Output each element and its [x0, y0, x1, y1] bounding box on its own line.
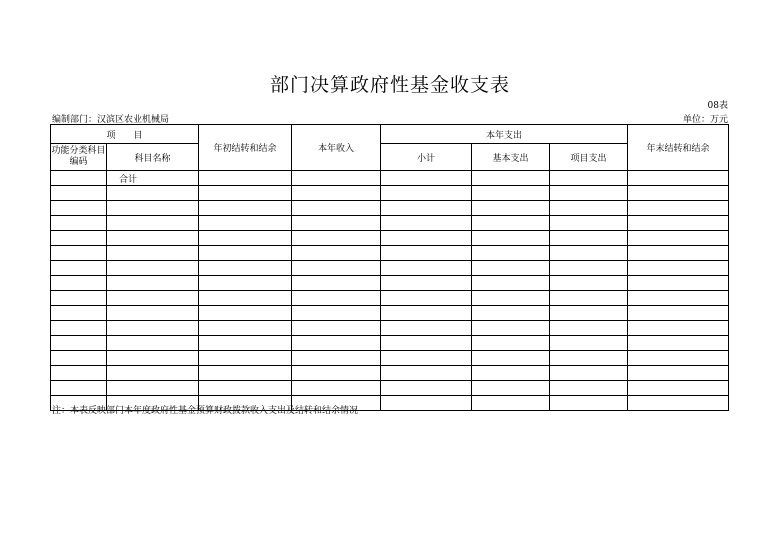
header-basic-expense: 基本支出	[472, 144, 550, 171]
table-cell	[381, 321, 472, 336]
table-cell	[472, 336, 550, 351]
table-cell	[51, 351, 107, 366]
table-cell	[199, 261, 292, 276]
fund-table	[50, 124, 729, 411]
table-cell	[292, 381, 381, 396]
table-cell	[51, 216, 107, 231]
table-cell	[381, 171, 472, 186]
table-cell	[292, 216, 381, 231]
table-cell	[628, 201, 729, 216]
table-cell	[381, 216, 472, 231]
table-cell	[199, 231, 292, 246]
header-opening-balance: 年初结转和结余	[199, 125, 292, 171]
table-cell	[51, 336, 107, 351]
table-cell	[199, 276, 292, 291]
form-number: 08表	[707, 101, 728, 111]
table-cell	[292, 231, 381, 246]
header-func-code: 功能分类科目编码	[51, 144, 107, 171]
table-cell	[472, 231, 550, 246]
table-cell	[292, 306, 381, 321]
table-cell	[199, 246, 292, 261]
table-row	[51, 276, 729, 291]
table-cell	[550, 171, 628, 186]
table-cell	[628, 321, 729, 336]
table-cell	[628, 336, 729, 351]
table-cell	[550, 246, 628, 261]
table-cell	[381, 381, 472, 396]
table-cell	[550, 321, 628, 336]
table-row	[51, 306, 729, 321]
table-cell	[381, 366, 472, 381]
table-cell	[381, 261, 472, 276]
table-cell	[51, 246, 107, 261]
table-cell	[107, 306, 199, 321]
table-cell	[51, 261, 107, 276]
table-cell	[51, 201, 107, 216]
table-cell	[199, 201, 292, 216]
table-cell	[51, 321, 107, 336]
table-cell	[628, 246, 729, 261]
table-cell	[381, 351, 472, 366]
table-cell	[107, 246, 199, 261]
table-cell	[199, 291, 292, 306]
table-cell	[628, 261, 729, 276]
table-row	[51, 336, 729, 351]
table-cell	[472, 381, 550, 396]
table-cell	[550, 201, 628, 216]
table-cell	[292, 246, 381, 261]
table-cell	[381, 231, 472, 246]
table-row	[51, 366, 729, 381]
table-row	[51, 246, 729, 261]
table-cell	[628, 306, 729, 321]
table-cell	[381, 246, 472, 261]
table-cell	[472, 186, 550, 201]
table-cell	[107, 366, 199, 381]
table-row	[51, 351, 729, 366]
table-cell	[472, 276, 550, 291]
header-subtotal: 小计	[381, 144, 472, 171]
table-cell	[381, 276, 472, 291]
table-row	[51, 201, 729, 216]
table-cell	[550, 276, 628, 291]
header-annual-income: 本年收入	[292, 125, 381, 171]
table-cell	[472, 351, 550, 366]
table-cell	[472, 306, 550, 321]
table-cell	[472, 201, 550, 216]
table-cell	[381, 291, 472, 306]
table-cell	[199, 216, 292, 231]
table-cell	[51, 171, 107, 186]
unit-label: 单位：万元	[682, 115, 728, 125]
table-cell	[472, 216, 550, 231]
table-cell	[292, 276, 381, 291]
table-cell	[381, 201, 472, 216]
table-cell	[628, 381, 729, 396]
table-cell	[381, 306, 472, 321]
table-cell	[628, 216, 729, 231]
table-cell	[51, 381, 107, 396]
table-cell	[550, 186, 628, 201]
table-cell	[199, 351, 292, 366]
table-cell	[550, 351, 628, 366]
header-closing-balance: 年末结转和结余	[628, 125, 729, 171]
table-cell	[292, 201, 381, 216]
table-cell	[292, 261, 381, 276]
table-cell	[550, 231, 628, 246]
table-row	[51, 291, 729, 306]
table-cell	[199, 336, 292, 351]
table-cell	[628, 351, 729, 366]
table-cell	[107, 216, 199, 231]
report-title: 部门决算政府性基金收支表	[269, 74, 510, 96]
table-cell	[381, 396, 472, 411]
total-row-label: 合计	[107, 171, 199, 186]
header-project-expense: 项目支出	[550, 144, 628, 171]
table-cell	[628, 276, 729, 291]
table-cell	[107, 321, 199, 336]
table-row	[51, 216, 729, 231]
table-cell	[51, 306, 107, 321]
table-cell	[550, 336, 628, 351]
table-cell	[628, 396, 729, 411]
table-cell	[550, 306, 628, 321]
table-cell	[199, 381, 292, 396]
table-cell	[51, 366, 107, 381]
table-cell	[199, 366, 292, 381]
table-cell	[292, 321, 381, 336]
table-cell	[472, 246, 550, 261]
header-subject-name: 科目名称	[107, 144, 199, 171]
table-cell	[550, 381, 628, 396]
table-cell	[550, 261, 628, 276]
table-cell	[472, 321, 550, 336]
header-annual-expense: 本年支出	[381, 125, 628, 144]
organization-label: 编制部门：汉滨区农业机械局	[52, 115, 170, 125]
table-cell	[107, 276, 199, 291]
table-row	[51, 321, 729, 336]
table-cell	[107, 186, 199, 201]
header-item: 项 目	[51, 125, 199, 144]
table-cell	[472, 291, 550, 306]
table-cell	[107, 351, 199, 366]
table-cell	[550, 396, 628, 411]
table-cell	[199, 186, 292, 201]
table-cell	[107, 291, 199, 306]
table-row	[51, 261, 729, 276]
total-row	[51, 171, 729, 186]
table-row	[51, 231, 729, 246]
table-cell	[628, 186, 729, 201]
table-cell	[292, 351, 381, 366]
table-cell	[628, 171, 729, 186]
table-cell	[472, 366, 550, 381]
table-cell	[381, 336, 472, 351]
table-row	[51, 186, 729, 201]
table-cell	[51, 276, 107, 291]
table-row	[51, 381, 729, 396]
table-cell	[51, 186, 107, 201]
table-cell	[199, 321, 292, 336]
table-cell	[628, 366, 729, 381]
table-cell	[292, 291, 381, 306]
table-cell	[51, 291, 107, 306]
table-cell	[292, 366, 381, 381]
table-cell	[472, 171, 550, 186]
table-cell	[550, 366, 628, 381]
table-cell	[381, 186, 472, 201]
table-cell	[628, 291, 729, 306]
table-cell	[550, 216, 628, 231]
table-cell	[199, 171, 292, 186]
table-cell	[292, 186, 381, 201]
table-cell	[472, 261, 550, 276]
table-cell	[472, 396, 550, 411]
table-cell	[107, 231, 199, 246]
table-cell	[292, 336, 381, 351]
table-cell	[292, 171, 381, 186]
table-cell	[107, 201, 199, 216]
footnote: 注：本表反映部门本年度政府性基金预算财政拨款收入支出及结转和结余情况	[52, 406, 359, 416]
table-cell	[550, 291, 628, 306]
table-cell	[199, 306, 292, 321]
table-cell	[51, 231, 107, 246]
table-cell	[628, 231, 729, 246]
table-cell	[107, 381, 199, 396]
table-cell	[107, 336, 199, 351]
table-cell	[107, 261, 199, 276]
